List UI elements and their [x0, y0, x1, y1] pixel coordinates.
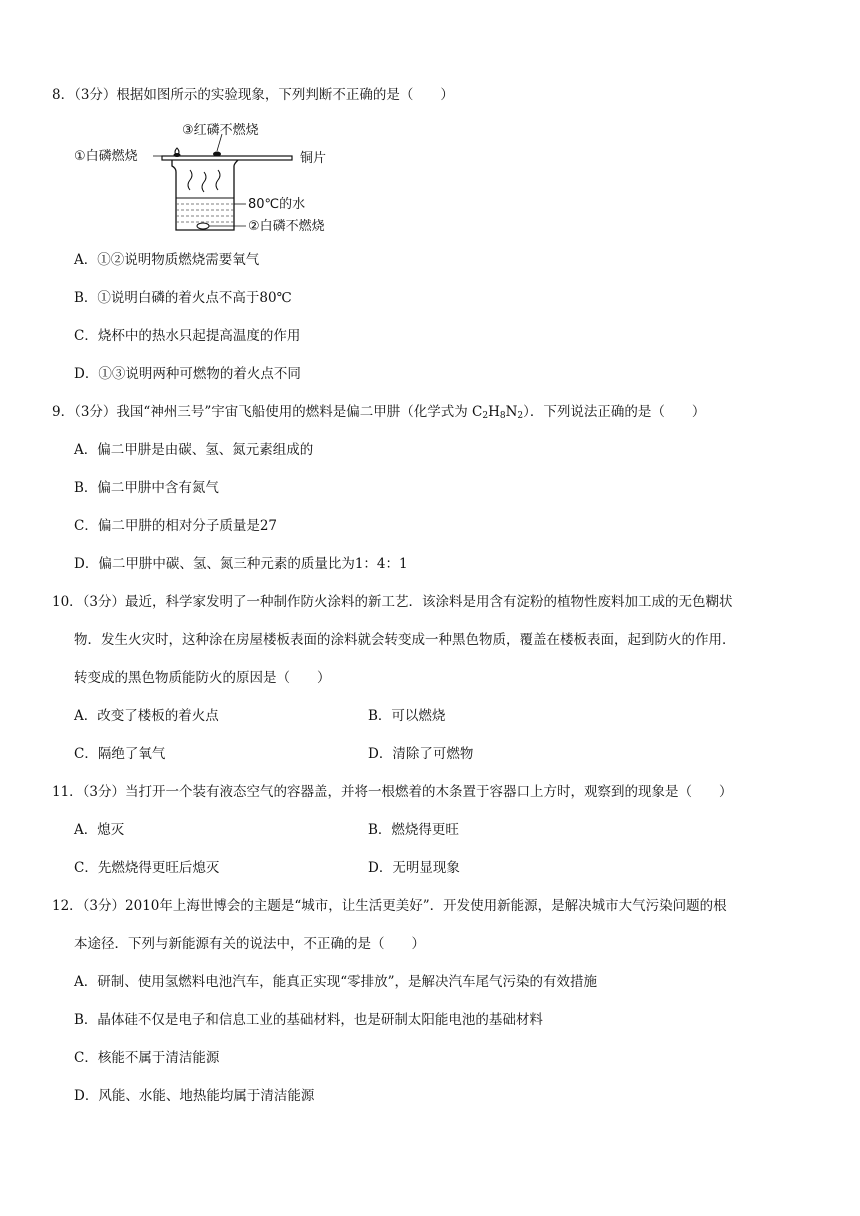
question-9-stem: 9．（3分）我国“神州三号”宇宙飞船使用的燃料是偏二甲肼（化学式为 $C_2H_8N_2$）．下列说法正确的是（ ）	[52, 404, 706, 421]
question-8-stem: 8．（3分）根据如图所示的实验现象，下列判断不正确的是（ ）	[52, 87, 454, 103]
red-phosphorus	[213, 152, 221, 157]
question-11-stem: 11．（3分）当打开一个装有液态空气的容器盖，并将一根燃着的木条置于容器口上方时，观察到的现象是（ ）	[52, 784, 733, 800]
q11-option-c: C．先燃烧得更旺后熄灭	[74, 860, 220, 876]
white-phosphorus-underwater	[197, 223, 209, 229]
label-water: 80℃的水	[248, 197, 306, 212]
q8-option-b: B．①说明白磷的着火点不高于80℃	[74, 290, 292, 306]
q10-option-a: A．改变了楼板的着火点	[74, 708, 219, 724]
q9-option-a: A．偏二甲肼是由碳、氢、氮元素组成的	[74, 442, 314, 458]
label-red-phosphorus: ③红磷不燃烧	[182, 123, 259, 138]
q8-option-d: D．①③说明两种可燃物的着火点不同	[74, 366, 301, 382]
question-10-stem-line-2: 物．发生火灾时，这种涂在房屋楼板表面的涂料就会转变成一种黑色物质，覆盖在楼板表面，起到防火的作用．	[74, 632, 736, 648]
q9-option-b: B．偏二甲肼中含有氮气	[74, 480, 219, 496]
q9-option-c: C．偏二甲肼的相对分子质量是27	[74, 518, 278, 534]
white-phosphorus-burning	[174, 153, 181, 157]
label-white-phosphorus-burning: ①白磷燃烧	[74, 149, 138, 164]
q10-option-b: B．可以燃烧	[368, 708, 446, 724]
question-10-stem-line-3: 转变成的黑色物质能防火的原因是（ ）	[74, 670, 331, 686]
q12-option-a: A．研制、使用氢燃料电池汽车，能真正实现“零排放”，是解决汽车尾气污染的有效措施	[74, 974, 598, 990]
beaker	[172, 160, 238, 230]
q10-option-c: C．隔绝了氧气	[74, 746, 166, 762]
q11-option-b: B．燃烧得更旺	[368, 822, 459, 838]
question-12-stem-line-1: 12．（3分）2010年上海世博会的主题是“城市，让生活更美好”．开发使用新能源，是解决城市大气污染问题的根	[52, 898, 727, 914]
q12-option-b: B．晶体硅不仅是电子和信息工业的基础材料，也是研制太阳能电池的基础材料	[74, 1012, 543, 1028]
q12-option-c: C．核能不属于清洁能源	[74, 1050, 220, 1066]
q8-option-a: A．①②说明物质燃烧需要氧气	[74, 252, 260, 268]
question-10-stem-line-1: 10．（3分）最近，科学家发明了一种制作防火涂料的新工艺．该涂料是用含有淀粉的植物性废料加工成的无色糊状	[52, 594, 733, 610]
label-white-phosphorus-no: ②白磷不燃烧	[248, 219, 325, 234]
q9-option-d: D．偏二甲肼中碳、氢、氮三种元素的质量比为1：4：1	[74, 556, 408, 572]
steam-icon	[188, 170, 192, 190]
label-copper: 铜片	[300, 151, 327, 166]
q10-option-d: D．清除了可燃物	[368, 746, 474, 762]
q8-option-c: C．烧杯中的热水只起提高温度的作用	[74, 328, 301, 344]
q12-option-d: D．风能、水能、地热能均属于清洁能源	[74, 1088, 315, 1104]
copper-plate	[162, 156, 292, 160]
question-12-stem-line-2: 本途径．下列与新能源有关的说法中，不正确的是（ ）	[74, 936, 425, 952]
experiment-figure	[74, 120, 354, 238]
q11-option-d: D．无明显现象	[368, 860, 460, 876]
q11-option-a: A．熄灭	[74, 822, 125, 838]
